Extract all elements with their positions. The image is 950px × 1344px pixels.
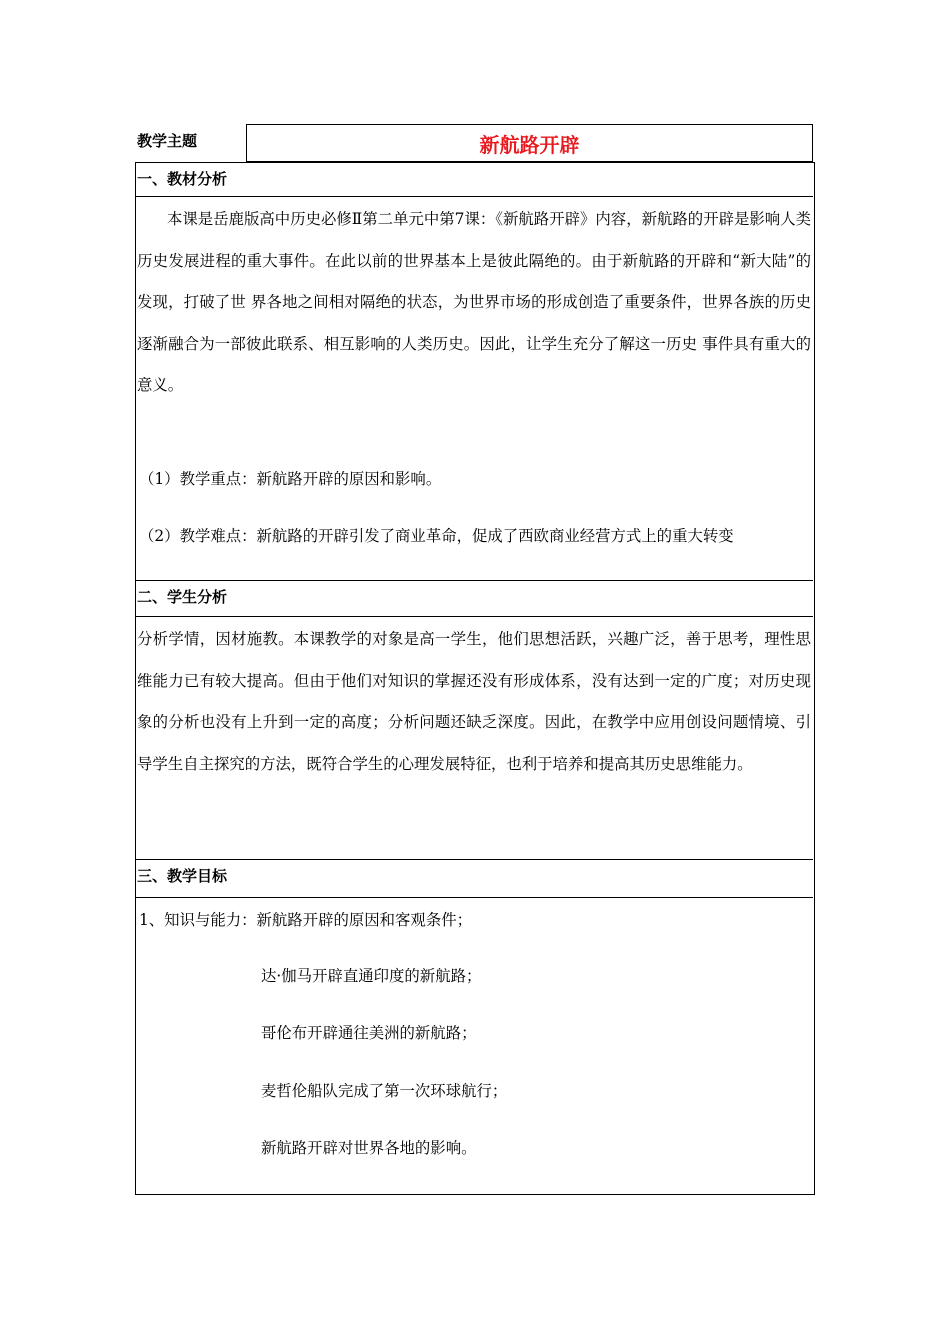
teaching-focus: （1）教学重点：新航路开辟的原因和影响。 (139, 470, 442, 488)
section2-heading: 二、学生分析 (137, 588, 228, 606)
section2-body-row (136, 616, 813, 859)
section2-heading-row (136, 580, 813, 616)
section3-heading: 三、教学目标 (137, 867, 228, 885)
section3-body-row (136, 897, 813, 1193)
topic-label: 教学主题 (137, 132, 198, 150)
section1-heading-row (136, 163, 813, 196)
section2-paragraph: 分析学情，因材施教。本课教学的对象是高一学生，他们思想活跃，兴趣广泛，善于思考，理性思维能力已有较大提高。但由于他们对知识的掌握还没有形成体系，没有达到一定的广度；对历史现象的分析也没有上升到一定的高度；分析问题还缺乏深度。因此，在教学中应用创设问题情境、引导学生自主探究的方法，既符合学生的心理发展特征，也利于培养和提高其历史思维能力。 (137, 630, 811, 773)
goal-item: 达·伽马开辟直通印度的新航路； (261, 967, 482, 985)
goal-item: 麦哲伦船队完成了第一次环球航行； (261, 1082, 508, 1100)
section1-paragraph: 本课是岳鹿版高中历史必修Ⅱ第二单元中第7课：《新航路开辟》内容，新航路的开辟是影响人类历史发展进程的重大事件。在此以前的世界基本上是彼此隔绝的。由于新航路的开辟和“新大陆”的发现，打破了世 界各地之间相对隔绝的状态，为世界市场的形成创造了重要条件，世界各族的历史逐渐融合为一部彼此联系、相互影响的人类历史。因此，让学生充分了解这一历史 事件具有重大的意义。 (137, 210, 811, 394)
goal-item: 新航路开辟对世界各地的影响。 (261, 1139, 477, 1157)
lesson-title: 新航路开辟 (479, 132, 580, 157)
section1-heading: 一、教材分析 (137, 170, 228, 188)
goal-intro: 1、知识与能力：新航路开辟的原因和客观条件； (139, 911, 472, 929)
section3-heading-row (136, 859, 813, 897)
goal-item: 哥伦布开辟通往美洲的新航路； (261, 1024, 477, 1042)
lesson-plan-table (135, 162, 815, 1195)
title-cell (246, 124, 813, 162)
section1-body-row (136, 196, 813, 580)
teaching-difficulty: （2）教学难点：新航路的开辟引发了商业革命，促成了西欧商业经营方式上的重大转变 (139, 527, 734, 545)
